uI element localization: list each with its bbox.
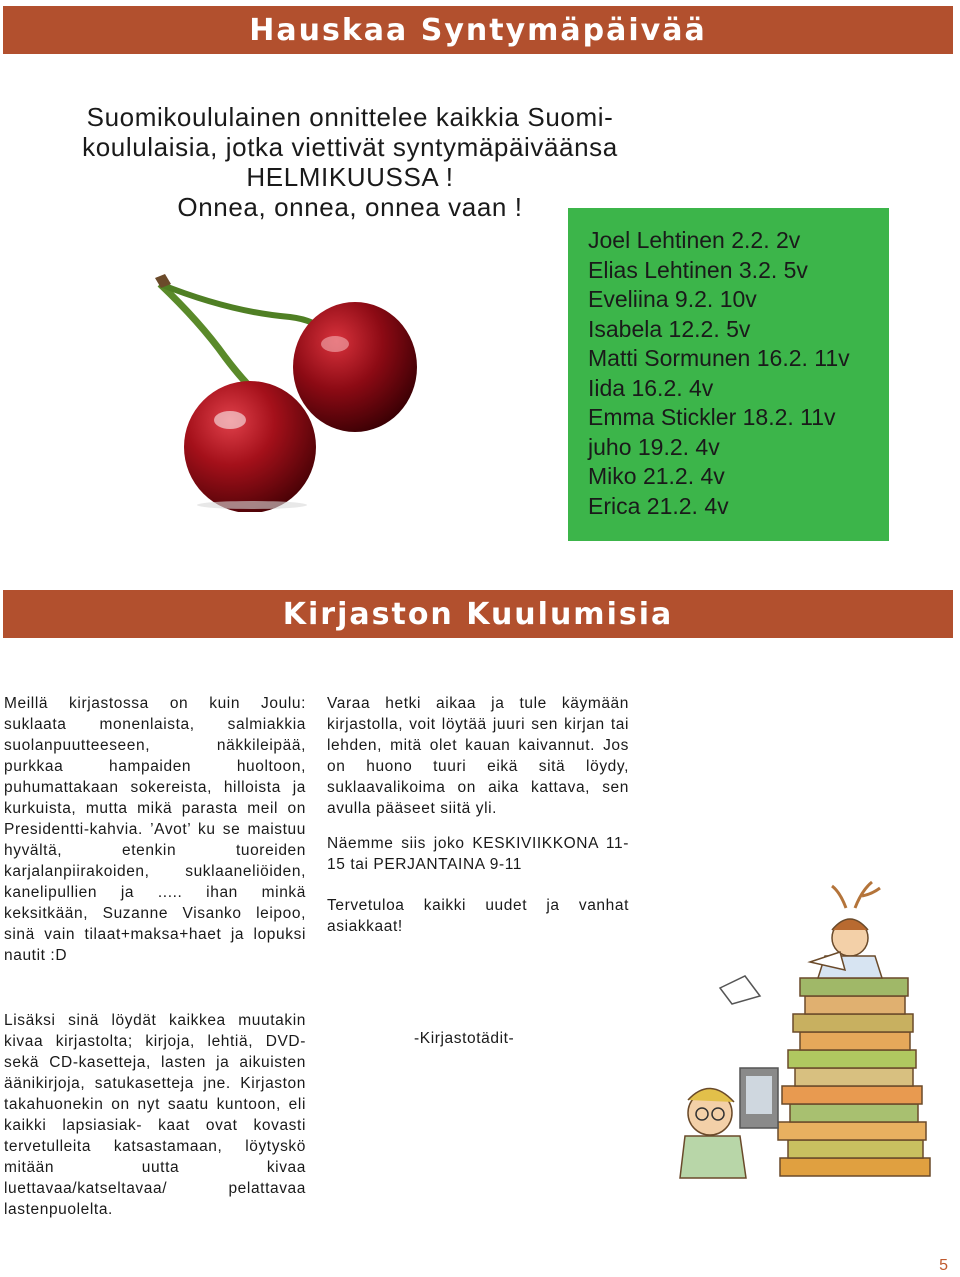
- birthday-title: Hauskaa Syntymäpäivää: [249, 12, 707, 48]
- birthday-entry: Iida 16.2. 4v: [588, 374, 714, 401]
- birthday-banner: [3, 6, 953, 54]
- birthday-entry: Eveliina 9.2. 10v: [588, 286, 757, 312]
- birthday-entry: Isabela 12.2. 5v: [588, 315, 751, 342]
- birthday-entry: Erica 21.2. 4v: [588, 492, 729, 519]
- birthday-entry: Miko 21.2. 4v: [588, 463, 725, 489]
- library-column-left-lower: [4, 1010, 306, 1220]
- library-column-right: [327, 693, 629, 937]
- intro-line: Suomikoululainen onnittelee kaikkia Suomi-: [86, 102, 614, 132]
- reading-child-illustration: [650, 878, 950, 1188]
- birthday-entry: Matti Sormunen 16.2. 11v: [588, 345, 850, 371]
- library-column-left: [4, 693, 306, 966]
- intro-line: HELMIKUUSSA !: [246, 162, 454, 192]
- library-paragraph: Meillä kirjastossa on kuin Joulu: suklaata monenlaista, salmiakkia suolanpuutteeseen, näkkileipää, purkkaa hampaiden huoltoon, puhumattakaan sokereista, hilloista ja kurkuista, mutta mikä parasta meil on Presidentti-kahvia. ’Avot’ ku se maistuu hyvältä, etenkin tuoreiden karjalanpiirakoiden, suklaaneliöiden, kanelipullien ja ..... ihan minkä keksitkään, Suzanne Visanko leipoo, sinä vain tilaat+maksa+haet ja lopuksi nautit :D: [4, 695, 306, 964]
- library-title: Kirjaston Kuulumisia: [282, 596, 674, 632]
- birthday-intro: [40, 102, 660, 222]
- birthday-entry: Joel Lehtinen 2.2. 2v: [588, 227, 801, 253]
- birthday-entry: juho 19.2. 4v: [588, 433, 720, 460]
- birthday-list-box: [568, 208, 889, 541]
- library-opening-hours: Näemme siis joko KESKIVIIKKONA 11-15 tai PERJANTAINA 9-11: [327, 835, 629, 873]
- library-paragraph: Varaa hetki aikaa ja tule käymään kirjastolla, voit löytää juuri sen kirjan tai lehden, mitä olet kauan kaivannut. Jos on huono tuuri eikä sitä löydy, suklaavalikoima on aika kattava, sen avulla pääseet siitä yli.: [327, 695, 629, 817]
- birthday-entry: Emma Stickler 18.2. 11v: [588, 404, 836, 430]
- birthday-list: [568, 208, 889, 521]
- intro-line: Onnea, onnea, onnea vaan !: [177, 192, 523, 222]
- intro-line: koululaisia, jotka viettivät syntymäpäiväänsa: [82, 132, 618, 162]
- birthday-entry: Elias Lehtinen 3.2. 5v: [588, 256, 808, 283]
- library-paragraph: Lisäksi sinä löydät kaikkea muutakin kivaa kirjastolta; kirjoja, lehtiä, DVD- sekä CD-kasetteja, lasten ja aikuisten äänikirjoja, satukasetteja jne. Kirjaston takahuonekin on nyt saatu kuntoon, eli kaikki lapsiasiak- kaat ovat kovasti tervetulleita katsastamaan, löytyskö mitään uutta kivaa luettavaa/katseltavaa/ pelattavaa lastenpuolelta.: [4, 1012, 306, 1218]
- cherry-image: [140, 262, 470, 512]
- library-banner: [3, 590, 953, 638]
- library-signature: -Kirjastotädit-: [414, 1030, 515, 1047]
- library-welcome: Tervetuloa kaikki uudet ja vanhat asiakkaat!: [327, 897, 629, 935]
- page-number: 5: [939, 1257, 948, 1274]
